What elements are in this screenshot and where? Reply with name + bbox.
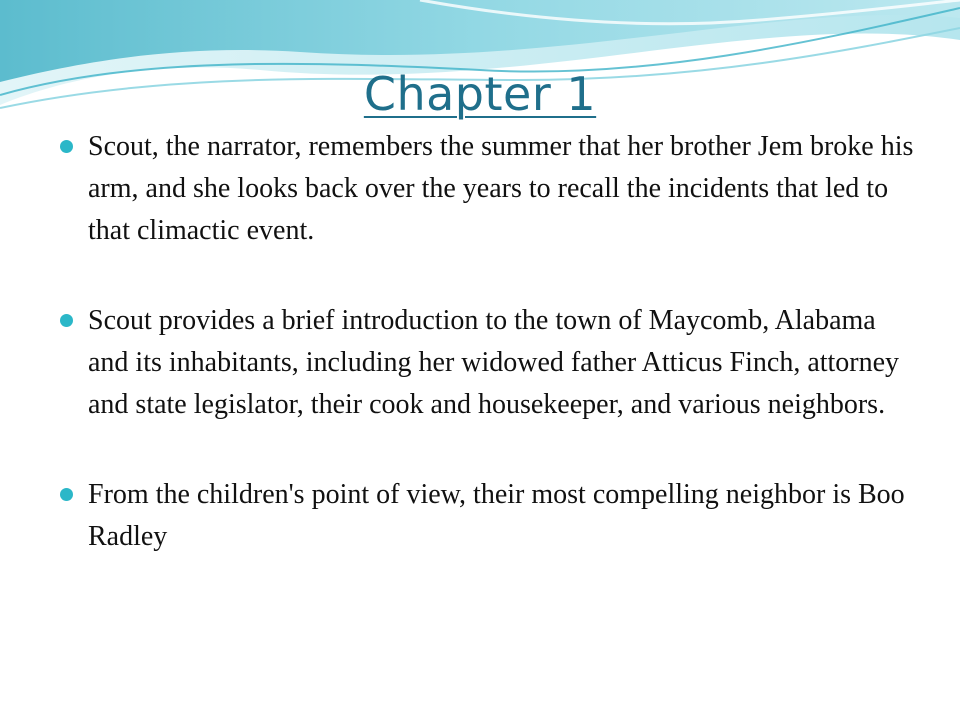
bullet-text: Scout, the narrator, remembers the summer that her brother Jem broke his arm, and she looks back over the years to recall the incidents that led to that climactic event. [88, 131, 914, 246]
bullet-list [60, 126, 920, 606]
bullet-text: From the children's point of view, their most compelling neighbor is Boo Radley [88, 479, 905, 552]
slide-title: Chapter 1 [363, 67, 597, 121]
bullet-item [60, 300, 920, 426]
bullet-text: Scout provides a brief introduction to the town of Maycomb, Alabama and its inhabitants, including her widowed father Atticus Finch, attorney and state legislator, their cook and housekeeper, and various neighbors. [88, 305, 900, 420]
bullet-item [60, 126, 920, 252]
bullet-item [60, 474, 920, 558]
bullet-dot-icon [60, 314, 73, 327]
bullet-dot-icon [60, 140, 73, 153]
bullet-dot-icon [60, 488, 73, 501]
